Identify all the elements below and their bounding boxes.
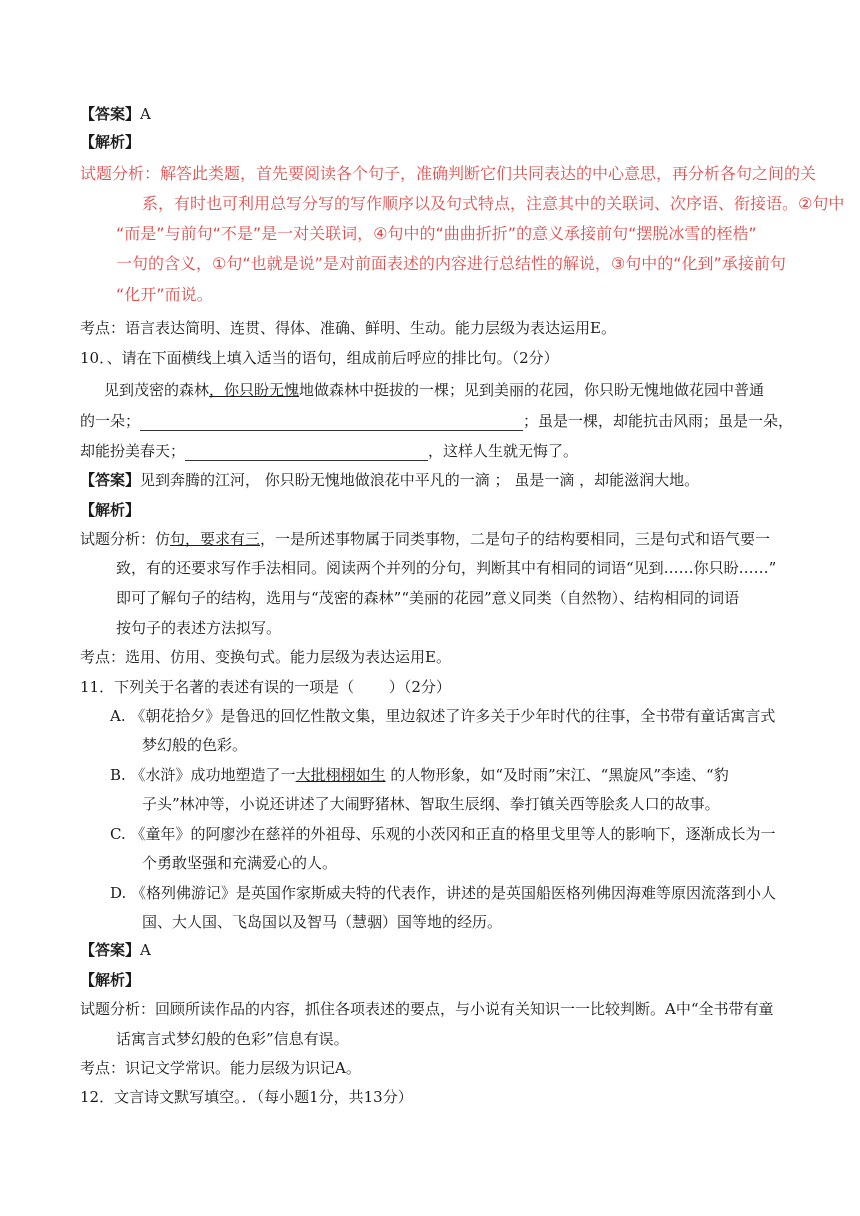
kaodian-line: 考点：选用、仿用、变换句式。能力层级为表达运用E。 (80, 648, 451, 666)
analysis-line: 话寓言式梦幻般的色彩”信息有误。 (116, 1030, 349, 1048)
answer-label: 【答案】 (80, 471, 141, 489)
text-segment: ，一是所述事物属于同类事物，二是句子的结构要相同，三是句式和语气要一 (260, 530, 771, 548)
analysis-red-line: “化开”而说。 (116, 285, 213, 304)
text-segment: 地做森林中挺拔的一棵；见到美丽的花园，你只盼无愧地做花园中普通 (299, 381, 765, 399)
analysis-line (80, 529, 800, 549)
answer-value: A (140, 941, 151, 959)
answer-line (80, 470, 800, 490)
answer-line (80, 104, 800, 124)
analysis-label: 【解析】 (80, 133, 141, 151)
text-segment: 却能扮美春天； (80, 442, 186, 460)
analysis-line: 按句子的表述方法拟写。 (116, 619, 282, 637)
option-b (110, 765, 830, 785)
text-segment: B. 《水浒》成功地塑造了一 (110, 766, 296, 784)
analysis-red-line: 系，有时也可利用总写分写的写作顺序以及句式特点，注意其中的关联词、次序语、衔接语。②句中 (142, 194, 845, 213)
answer-line (80, 940, 800, 960)
analysis-red-line: “而是”与前句“不是”是一对关联词，④句中的“曲曲折折”的意义承接前句“摆脱冰雪的桎梏” (116, 224, 757, 243)
question-10-text-line (80, 441, 800, 461)
option-a: A. 《朝花拾夕》是鲁迅的回忆性散文集，里边叙述了许多关于少年时代的往事，全书带有童话寓言式 (110, 707, 776, 725)
fill-blank[interactable] (140, 430, 523, 431)
question-10-text-line (104, 380, 824, 400)
analysis-label: 【解析】 (80, 501, 141, 519)
option-d-cont: 国、大人国、飞岛国以及智马（慧骃）国等地的经历。 (142, 913, 503, 931)
answer-label: 【答案】 (80, 941, 141, 959)
question-12-title: 12．文言诗文默写填空。．（每小题1分，共13分） (80, 1088, 413, 1106)
option-c-cont: 个勇敢坚强和充满爱心的人。 (142, 854, 338, 872)
underlined-text: 大批栩栩如生 (295, 766, 386, 784)
option-a-cont: 梦幻般的色彩。 (142, 736, 248, 754)
option-b-cont: 子头”林冲等，小说还讲述了大闹野猪林、智取生辰纲、拳打镇关西等脍炙人口的故事。 (142, 795, 720, 813)
text-segment: 见到茂密的森林 (104, 381, 210, 399)
text-segment: 试题分析：仿 (80, 530, 171, 548)
text-segment: ，这样人生就无悔了。 (428, 442, 579, 460)
fill-blank[interactable] (185, 460, 428, 461)
analysis-red-line: 一句的含义，①句“也就是说”是对前面表述的内容进行总结性的解说，③句中的“化到”承接前句 (116, 254, 786, 273)
question-10-title: 10．、请在下面横线上填入适当的语句，组成前后呼应的排比句。（2分） (80, 349, 559, 367)
underlined-text: ，你只盼无愧 (209, 381, 300, 399)
answer-label: 【答案】 (80, 105, 141, 123)
analysis-line: 致，有的还要求写作手法相同。阅读两个并列的分句，判断其中有相同的词语“见到……你只盼……” (116, 559, 777, 577)
underlined-text: 句，要求有三 (170, 530, 261, 548)
option-c: C. 《童年》的阿廖沙在慈祥的外祖母、乐观的小茨冈和正直的格里戈里等人的影响下，逐渐成长为一 (110, 825, 776, 843)
answer-value: 见到奔腾的江河， 你只盼无愧地做浪花中平凡的一滴 ； 虽是一滴 ，却能滋润大地。 (140, 471, 700, 489)
analysis-line: 试题分析：回顾所读作品的内容，抓住各项表述的要点，与小说有关知识一一比较判断。A中“全书带有童 (80, 1000, 774, 1018)
text-segment: ；虽是一棵，却能抗击风雨；虽是一朵， (523, 412, 794, 430)
analysis-line: 即可了解句子的结构，选用与“茂密的森林”“美丽的花园”意义同类（自然物）、结构相同的词语 (116, 589, 740, 607)
kaodian-line: 考点：语言表达简明、连贯、得体、准确、鲜明、生动。能力层级为表达运用E。 (80, 319, 616, 337)
question-11-title: 11．下列关于名著的表述有误的一项是（ ）（2分） (80, 678, 451, 696)
analysis-label: 【解析】 (80, 971, 141, 989)
option-d: D. 《格列佛游记》是英国作家斯威夫特的代表作，讲述的是英国船医格列佛因海难等原因流落到小人 (110, 884, 777, 902)
text-segment: 的一朵； (80, 412, 141, 430)
kaodian-line: 考点：识记文学常识。能力层级为识记A。 (80, 1059, 361, 1077)
analysis-red-line: 试题分析：解答此类题，首先要阅读各个句子，准确判断它们共同表达的中心意思，再分析各句之间的关 (80, 164, 817, 183)
text-segment: 的人物形象，如“及时雨”宋江、“黑旋风”李逵、“豹 (385, 766, 729, 784)
question-10-text-line (80, 411, 800, 431)
answer-value: A (140, 105, 151, 123)
